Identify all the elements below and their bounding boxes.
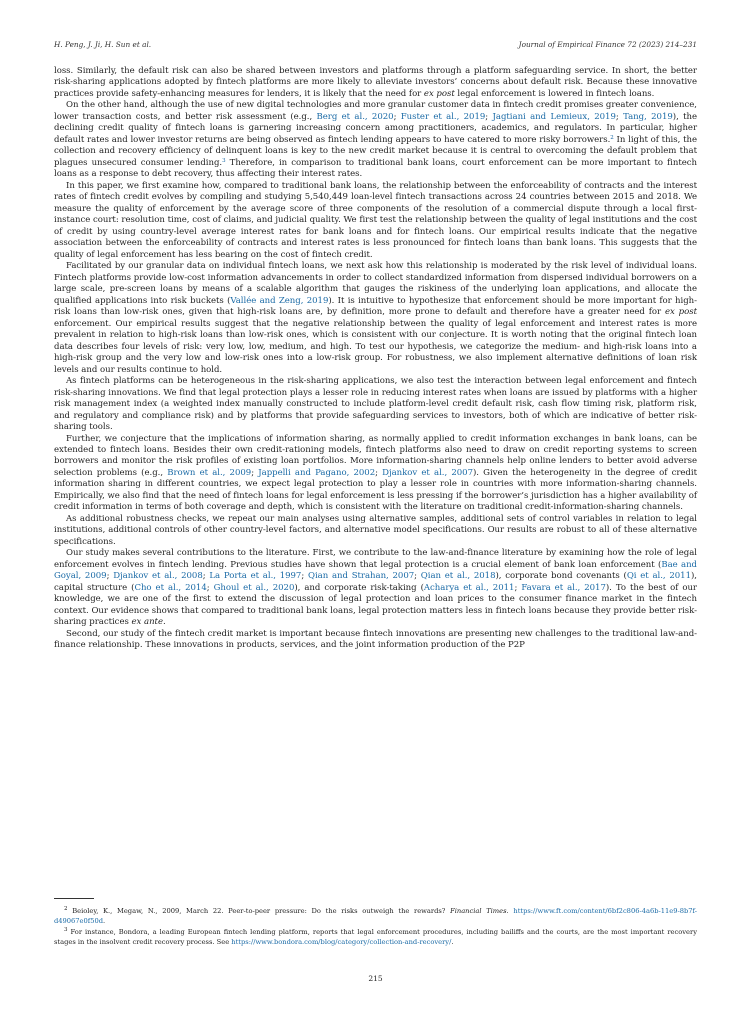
citation-link[interactable]: Jappelli and Pagano, 2002 bbox=[258, 467, 376, 478]
paragraph-9: Second, our study of the fintech credit market is important because fintech innovations are presenting new challenges to the traditional law-and-finance relationship. These innovations in products, services, and the joint information production of the P2P bbox=[54, 628, 697, 651]
text-run: In light of this, the collection and recovery efficiency of delinquent loans is key to the new credit market because it is central to overcoming the default problem that plagues unsecured consumer lending. bbox=[54, 134, 697, 168]
separator: ; bbox=[106, 571, 114, 582]
text-run: ), and corporate risk-taking ( bbox=[294, 582, 424, 593]
separator: ; bbox=[251, 467, 259, 478]
header-journal: Journal of Empirical Finance 72 (2023) 214–231 bbox=[518, 40, 697, 49]
footnote-divider bbox=[54, 898, 94, 899]
citation-link[interactable]: Fuster et al., 2019 bbox=[400, 111, 486, 122]
citation-link[interactable]: Cho et al., 2014 bbox=[134, 582, 207, 593]
citation-link[interactable]: La Porta et al., 1997 bbox=[209, 571, 302, 582]
paragraph-7: As additional robustness checks, we repeat our main analyses using alternative samples, additional sets of control variables in relation to legal institutions, additional controls of other country-level factors, and alternative model specifications. Our results are robust to all of these alternative specifications. bbox=[54, 513, 697, 547]
text-run: Beioley, K., Megaw, N., 2009, March 22. Peer-to-peer pressure: Do the risks outweigh the rewards? bbox=[67, 907, 451, 915]
text-run: ). To the best of our knowledge, we are one of the first to extend the discussion of legal protection and loan prices to the consumer finance market in the fintech context. Our evidence shows that compared to traditional bank loans, legal protection matters less in fintech loans because they provide better risk-sharing practices bbox=[54, 582, 697, 628]
footnote-url-link[interactable]: https://www.ft.com/content/6bf2c806-4a6b-11e9-8b7f-d49067e0f50d bbox=[54, 907, 698, 925]
emphasis: Financial Times bbox=[450, 907, 507, 915]
text-run: . bbox=[103, 916, 106, 925]
separator: ; bbox=[485, 111, 493, 122]
separator: ; bbox=[393, 111, 401, 122]
footnote-url-link[interactable]: https://www.bondora.com/blog/category/collection-and-recovery/ bbox=[231, 937, 452, 946]
emphasis: ex post bbox=[664, 307, 697, 318]
footnote-number: 2 bbox=[64, 906, 68, 912]
citation-link[interactable]: Djankov et al., 2007 bbox=[382, 467, 473, 478]
citation-link[interactable]: Bae and Goyal, 2009 bbox=[54, 559, 697, 582]
footnote-ref-3[interactable]: 3 bbox=[222, 157, 226, 164]
citation-link[interactable]: Brown et al., 2009 bbox=[167, 467, 252, 478]
running-header bbox=[54, 40, 697, 50]
citation-link[interactable]: Acharya et al., 2011 bbox=[423, 582, 515, 593]
text-run: . bbox=[506, 907, 514, 915]
footnote-3 bbox=[54, 928, 697, 947]
text-run: Further, we conjecture that the implications of information sharing, as normally applied to credit information exchanges in bank loans, can be extended to fintech loans. Besides their own credit-rationing models, fintech platforms also need to draw on credit reporting systems to screen borrowers and monitor the risk profiles of existing loan portfolios. More information-sharing channels help online lenders to better avoid adverse selection problems (e.g., bbox=[54, 433, 697, 478]
paragraph-6 bbox=[54, 434, 697, 514]
footnote-2 bbox=[54, 907, 697, 926]
citation-link[interactable]: Vallée and Zeng, 2019 bbox=[230, 295, 329, 306]
text-run: enforcement. Our empirical results suggest that the negative relationship between the quality of legal enforcement and interest rates is more prevalent in relation to high-risk loans than low-risk ones, which is consistent with our conjecture. It is worth noting that the original fintech loan data describes four levels of risk: very low, low, medium, and high. To test our hypothesis, we categorize the medium- and high-risk loans into a high-risk group and the very low and low-risk ones into a low-risk group. For robustness, we also implement alternative definitions of loan risk levels and our results continue to hold. bbox=[54, 318, 697, 375]
separator: ; bbox=[202, 571, 210, 582]
text-run: Facilitated by our granular data on individual fintech loans, we next ask how this relationship is moderated by the risk level of individual loans. Fintech platforms provide low-cost information advancements in order to collect standardized information from dispersed individual borrowers on a large scale, pre-screen loans by means of a scalable algorithm that gauges the riskiness of the underlying loan applications, and allocate the qualified applications into risk buckets ( bbox=[54, 261, 697, 306]
citation-link[interactable]: Favara et al., 2017 bbox=[521, 582, 606, 593]
paragraph-1 bbox=[54, 66, 697, 100]
paragraph-4 bbox=[54, 261, 697, 376]
citation-link[interactable]: Berg et al., 2020 bbox=[316, 111, 394, 122]
text-run: legal enforcement is lowered in fintech loans. bbox=[454, 88, 655, 99]
page bbox=[54, 40, 697, 652]
header-authors: H. Peng, J. Ji, H. Sun et al. bbox=[54, 40, 152, 49]
text-run: On the other hand, although the use of new digital technologies and more granular customer data in fintech credit promises greater convenience, lower transaction costs, and better risk assessment (e.g., bbox=[54, 100, 697, 122]
citation-link[interactable]: Ghoul et al., 2020 bbox=[213, 582, 295, 593]
footnote-ref-2[interactable]: 2 bbox=[610, 134, 614, 141]
emphasis: ex ante bbox=[131, 617, 163, 628]
text-run: ), capital structure ( bbox=[54, 571, 697, 593]
separator: ; bbox=[206, 582, 214, 593]
footnote-number: 3 bbox=[64, 927, 68, 934]
separator: ; bbox=[615, 111, 624, 122]
text-run: ), corporate bond covenants ( bbox=[495, 571, 627, 582]
paragraph-5: As fintech platforms can be heterogeneous in the risk-sharing applications, we also test the interaction between legal enforcement and fintech risk-sharing innovations. We find that legal protection plays a lesser role in reducing interest rates when loans are issued by platforms with a higher risk management index (a weighted index manually constructed to include platform-level credit default risk, cash flow timing risk, platform risk, and regulatory and compliance risk) and by platforms that provide safeguarding services to investors, both of which are indicative of better risk-sharing tools. bbox=[54, 376, 697, 433]
citation-link[interactable]: Jagtiani and Lemieux, 2019 bbox=[492, 111, 616, 122]
text-run: Our study makes several contributions to the literature. First, we contribute to the law-and-finance literature by examining how the role of legal enforcement evolves in fintech lending. Previous studies have shown that legal protection is a crucial element of bank loan enforcement ( bbox=[54, 548, 697, 570]
paragraph-3: In this paper, we first examine how, compared to traditional bank loans, the relationship between the enforceability of contracts and the interest rates of fintech credit evolves by compiling and studying 5,540,449 loan-level fintech transactions across 24 countries between 2015 and 2018. We measure the quality of enforcement by the average score of three components of the resolution of a commercial dispute through a local first-instance court: resolution time, cost of claims, and judicial quality. We first test the relationship between the quality of legal institutions and the cost of credit by using country-level average interest rates for bank loans and for fintech loans. Our empirical results indicate that the negative association between the enforceability of contracts and interest rates is less pronounced for fintech loans than bank loans. This suggests that the quality of legal enforcement has less bearing on the cost of fintech credit. bbox=[54, 180, 697, 260]
page-number: 215 bbox=[368, 974, 383, 983]
text-run: ), the declining credit quality of fintech loans is garnering increasing concern among practitioners, academics, and regulators. In particular, higher default rates and lower investor returns are being observed as fintech lending appears to have catered to more risky borrowers. bbox=[54, 111, 698, 145]
footnotes bbox=[54, 898, 697, 949]
text-run: Therefore, in comparison to traditional bank loans, court enforcement can be more important to fintech loans as a response to debt recovery, thus affecting their interest rates. bbox=[54, 157, 698, 180]
citation-link[interactable]: Djankov et al., 2008 bbox=[113, 571, 203, 582]
emphasis: ex post bbox=[423, 88, 455, 99]
text-run: ). It is intuitive to hypothesize that enforcement should be more important for high-risk loans than low-risk ones, given that high-risk loans are, by definition, more prone to default and therefore have a greater need for bbox=[54, 295, 697, 318]
paragraph-8 bbox=[54, 548, 697, 628]
citation-link[interactable]: Tang, 2019 bbox=[623, 111, 673, 122]
text-run: loss. Similarly, the default risk can also be shared between investors and platforms through a platform safeguarding service. In short, the better risk-sharing applications adopted by fintech platforms are more likely to alleviate investors’ concerns about default risk. Because these innovative practices provide safety-enhancing measures for lenders, it is likely that the need for bbox=[54, 66, 697, 99]
citation-link[interactable]: Qian et al., 2018 bbox=[420, 571, 496, 582]
text-run: . bbox=[451, 937, 454, 946]
separator: ; bbox=[301, 571, 308, 582]
text-run: For instance, Bondora, a leading European fintech lending platform, reports that legal enforcement procedures, including bailiffs and the courts, are the most important recovery stages in the insolvent credit recovery process. See bbox=[54, 928, 697, 946]
body-text bbox=[54, 66, 697, 652]
paragraph-2 bbox=[54, 100, 697, 180]
text-run: ). Given the heterogeneity in the degree of credit information sharing in different countries, we expect legal protection to play a lesser role in countries with more information-sharing channels. Empirically, we also find that the need of fintech loans for legal enforcement is less pressing if the borrower’s jurisdiction has a higher availability of credit information in terms of both coverage and depth, which is consistent with the literature on traditional credit-information-sharing channels. bbox=[54, 467, 697, 513]
separator: ; bbox=[514, 582, 522, 593]
citation-link[interactable]: Qian and Strahan, 2007 bbox=[307, 571, 415, 582]
text-run: . bbox=[163, 617, 166, 628]
separator: ; bbox=[375, 467, 383, 478]
separator: ; bbox=[414, 571, 421, 582]
citation-link[interactable]: Qi et al., 2011 bbox=[626, 571, 691, 582]
